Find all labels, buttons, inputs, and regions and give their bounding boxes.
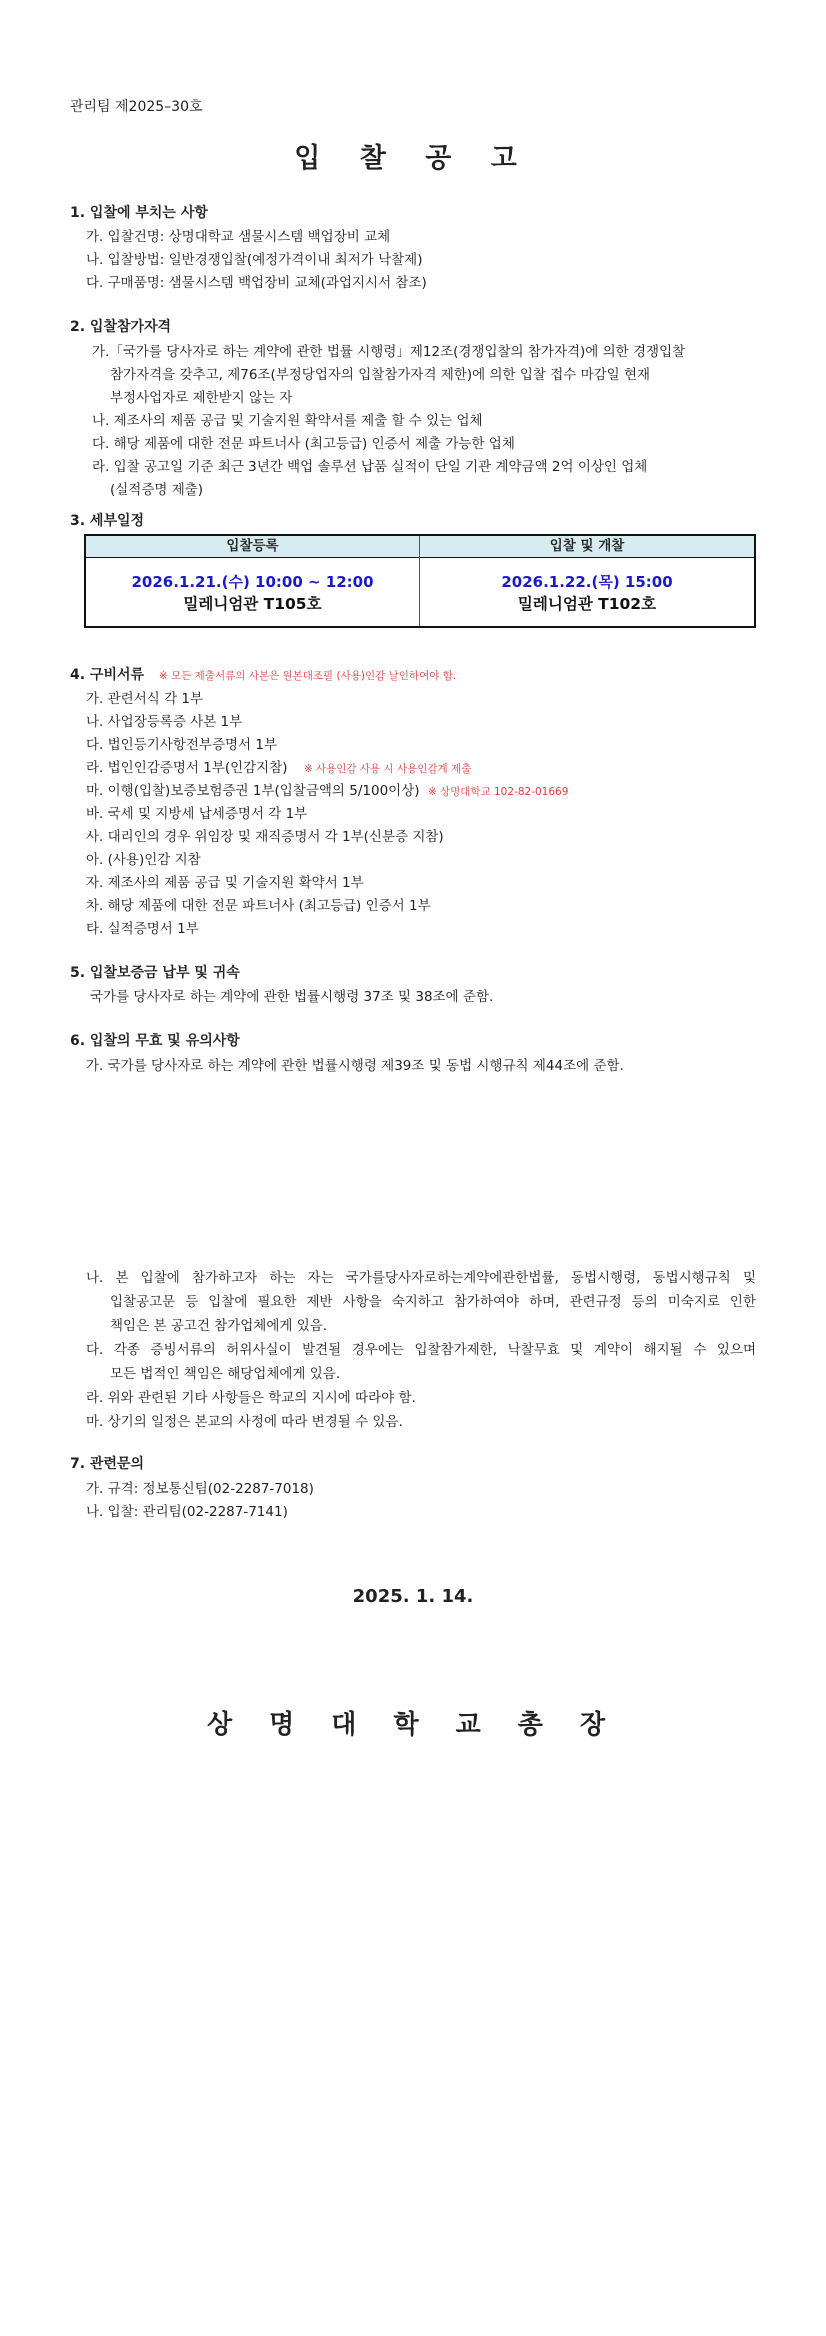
opening-datetime: 2026.1.22.(목) 15:00 <box>501 572 673 591</box>
s4-item-ra-note: ※ 사용인감 사용 시 사용인감계 제출 <box>303 763 472 775</box>
s7-item-bid: 나. 입찰: 관리팀(02-2287-7141) <box>86 1504 288 1520</box>
section-3-heading: 3. 세부일정 <box>70 513 145 529</box>
document-number: 관리팀 제2025–30호 <box>70 99 203 115</box>
s4-item-ja: 자. 제조사의 제품 공급 및 기술지원 확약서 1부 <box>86 875 364 891</box>
section-4-note: ※ 모든 제출서류의 사본은 원본대조필 (사용)인감 날인하여야 함. <box>158 670 457 682</box>
section-1-heading: 1. 입찰에 부치는 사항 <box>70 205 208 221</box>
issue-date: 2025. 1. 14. <box>352 1586 474 1607</box>
s4-item-ma-note: ※ 상명대학교 102-82-01669 <box>427 786 569 798</box>
section-7-heading: 7. 관련문의 <box>70 1456 145 1472</box>
s4-item-cha: 차. 해당 제품에 대한 전문 파트너사 (최고등급) 인증서 1부 <box>86 898 431 914</box>
schedule-table <box>84 534 756 628</box>
s2-item-ga: 가.「국가를 당사자로 하는 계약에 관한 법률 시행령」제12조(경쟁입찰의 참가자격)에 의한 경쟁입찰 <box>92 344 686 360</box>
page-title: 입 찰 공 고 <box>294 143 532 174</box>
s6-item-ra: 라. 위와 관련된 기타 사항들은 학교의 지시에 따라야 함. <box>86 1390 416 1406</box>
registration-datetime: 2026.1.21.(수) 10:00 ~ 12:00 <box>131 572 374 591</box>
section-2-heading: 2. 입찰참가자격 <box>70 319 172 335</box>
s1-item-ga: 가. 입찰건명: 상명대학교 샘물시스템 백업장비 교체 <box>86 229 391 245</box>
s6-item-na-line3: 책임은 본 공고건 참가업체에게 있음. <box>110 1318 328 1334</box>
s2-item-da: 다. 해당 제품에 대한 전문 파트너사 (최고등급) 인증서 제출 가능한 업체 <box>92 436 515 452</box>
s5-text: 국가를 당사자로 하는 계약에 관한 법률시행령 37조 및 38조에 준함. <box>90 989 494 1005</box>
s4-item-a: 아. (사용)인감 지참 <box>86 852 201 868</box>
schedule-header-registration: 입찰등록 <box>86 536 420 558</box>
section-4-title: 4. 구비서류 <box>70 667 145 683</box>
s4-item-ra-text: 라. 법인인감증명서 1부(인감지참) <box>86 760 288 776</box>
s2-item-ra-line2: (실적증명 제출) <box>110 482 204 498</box>
s4-item-ga: 가. 관련서식 각 1부 <box>86 691 204 707</box>
registration-place: 밀레니엄관 T105호 <box>183 594 322 613</box>
s1-item-na: 나. 입찰방법: 일반경쟁입찰(예정가격이내 최저가 낙찰제) <box>86 252 423 268</box>
s6-item-ma: 마. 상기의 일정은 본교의 사정에 따라 변경될 수 있음. <box>86 1414 403 1430</box>
s2-item-ga-line3: 부정사업자로 제한받지 않는 자 <box>110 390 293 406</box>
s4-item-da: 다. 법인등기사항전부증명서 1부 <box>86 737 277 753</box>
schedule-cell-registration <box>86 558 420 626</box>
opening-place: 밀레니엄관 T102호 <box>517 594 657 613</box>
s4-item-ba: 바. 국세 및 지방세 납세증명서 각 1부 <box>86 806 308 822</box>
s4-item-ra <box>86 756 471 776</box>
s6-item-ga: 가. 국가를 당사자로 하는 계약에 관한 법률시행령 제39조 및 동법 시행규칙 제44조에 준함. <box>86 1058 624 1074</box>
s4-item-sa: 사. 대리인의 경우 위임장 및 재직증명서 각 1부(신분증 지참) <box>86 829 444 845</box>
schedule-header-opening: 입찰 및 개찰 <box>420 536 754 558</box>
s2-item-ra: 라. 입찰 공고일 기준 최근 3년간 백업 솔루션 납품 실적이 단일 기관 계약금액 2억 이상인 업체 <box>92 459 648 475</box>
schedule-cell-opening <box>420 558 754 626</box>
section-5-heading: 5. 입찰보증금 납부 및 귀속 <box>70 965 240 981</box>
s4-item-ta: 타. 실적증명서 1부 <box>86 921 199 937</box>
s1-item-da: 다. 구매품명: 샘물시스템 백업장비 교체(과업지시서 참조) <box>86 275 427 291</box>
s7-item-spec: 가. 규격: 정보통신팀(02-2287-7018) <box>86 1481 314 1497</box>
s6-item-na-line2: 입찰공고문 등 입찰에 필요한 제반 사항을 숙지하고 참가하여야 하며, 관련규정 등의 미숙지로 인한 <box>110 1294 756 1310</box>
s2-item-na: 나. 제조사의 제품 공급 및 기술지원 확약서를 제출 할 수 있는 업체 <box>92 413 483 429</box>
section-4-heading <box>70 664 456 684</box>
s6-item-da-line2: 모든 법적인 책임은 해당업체에게 있음. <box>110 1366 341 1382</box>
s2-item-ga-line2: 참가자격을 갖추고, 제76조(부정당업자의 입찰참가자격 제한)에 의한 입찰 접수 마감일 현재 <box>110 367 651 383</box>
issuer-signature: 상 명 대 학 교 총 장 <box>206 1710 620 1740</box>
s4-item-ma <box>86 779 568 799</box>
s4-item-na: 나. 사업장등록증 사본 1부 <box>86 714 243 730</box>
s6-item-na: 나. 본 입찰에 참가하고자 하는 자는 국가를당사자로하는계약에관한법률, 동법시행령, 동법시행규칙 및 <box>86 1270 756 1286</box>
s6-item-da: 다. 각종 증빙서류의 허위사실이 발견될 경우에는 입찰참가제한, 낙찰무효 및 계약이 해지될 수 있으며 <box>86 1342 756 1358</box>
s4-item-ma-text: 마. 이행(입찰)보증보험증권 1부(입찰금액의 5/100이상) <box>86 783 420 799</box>
section-6-heading: 6. 입찰의 무효 및 유의사항 <box>70 1033 240 1049</box>
